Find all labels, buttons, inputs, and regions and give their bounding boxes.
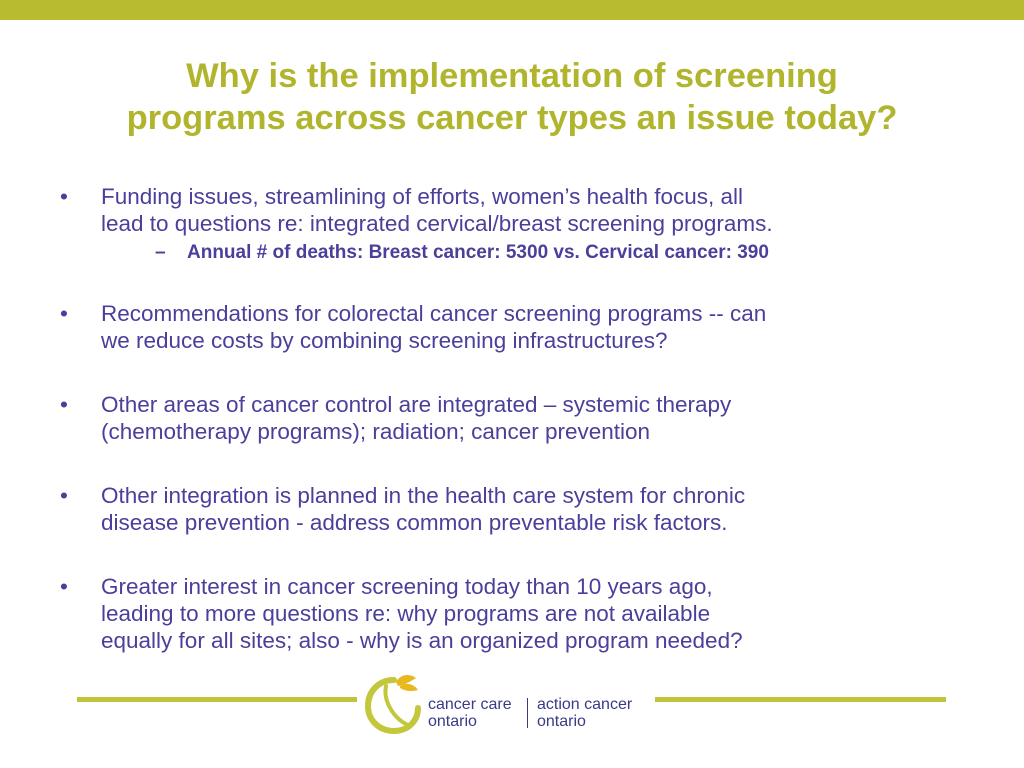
bullet-marker: • [60,184,68,209]
sub-bullet-item [101,241,980,265]
sub-bullet-marker: – [155,242,166,263]
logo-text-line: ontario [537,713,586,730]
bullet-marker: • [60,301,68,326]
bullet-text-line: equally for all sites; also - why is an organized program needed? [101,628,743,653]
bullet-text-line: Other integration is planned in the health care system for chronic [101,483,746,508]
logo-text-line: action cancer [537,696,633,713]
slide-title-line: Why is the implementation of screening [186,57,838,95]
footer-divider-right [655,697,946,702]
bullet-text-line: leading to more questions re: why programs are not available [101,601,711,626]
logo-text-line: cancer care [428,696,512,713]
bullet-text-line: Recommendations for colorectal cancer screening programs -- can [101,301,767,326]
logo-text-english [428,696,512,730]
top-accent-bar [0,0,1024,20]
bullet-item [60,482,980,536]
logo-separator [527,698,528,728]
logo-text-french [537,696,632,730]
bullet-text-line: Other areas of cancer control are integrated – systemic therapy [101,392,732,417]
bullet-marker: • [60,574,68,599]
slide-title [40,55,984,139]
bullet-item [60,573,980,654]
slide-title-line: programs across cancer types an issue today? [126,99,898,137]
bullet-text-line: disease prevention - address common preventable risk factors. [101,510,728,535]
logo-text-line: ontario [428,713,477,730]
bullet-item [60,391,980,445]
bullet-text-line: we reduce costs by combining screening infrastructures? [101,328,668,353]
bullet-text-line: Greater interest in cancer screening today than 10 years ago, [101,574,713,599]
bullet-marker: • [60,483,68,508]
bullet-text-line: Funding issues, streamlining of efforts, women’s health focus, all [101,184,743,209]
bullet-text-line: (chemotherapy programs); radiation; cancer prevention [101,419,651,444]
bullet-marker: • [60,392,68,417]
bullet-list [60,183,980,654]
cancer-care-ontario-logo-icon [364,672,422,734]
bullet-item [60,183,980,265]
bullet-text-line: lead to questions re: integrated cervical/breast screening programs. [101,211,773,236]
bullet-item [60,300,980,354]
footer-divider-left [77,697,357,702]
sub-bullet-text: Annual # of deaths: Breast cancer: 5300 vs. Cervical cancer: 390 [187,242,769,263]
